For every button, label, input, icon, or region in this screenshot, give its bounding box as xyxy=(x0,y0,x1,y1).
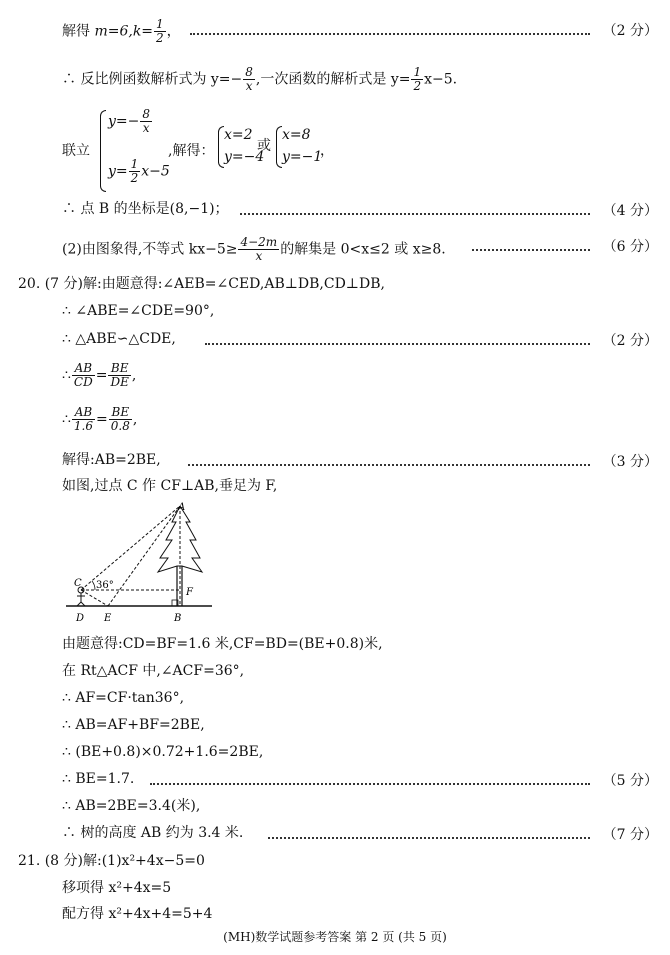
dot-leader xyxy=(472,249,590,251)
label-F: F xyxy=(186,587,193,598)
text: , xyxy=(131,367,137,384)
score-label: （5 分） xyxy=(602,773,658,789)
label-angle: 36° xyxy=(96,580,114,591)
denominator: 1.6 xyxy=(73,419,94,433)
q20-line-3: ∴ △ABE∽△CDE, xyxy=(62,331,176,347)
denominator: x xyxy=(255,249,263,263)
dot-leader xyxy=(188,464,590,466)
q21-head: 21. (8 分)解:(1)x²+4x−5=0 xyxy=(18,853,205,869)
numerator: 8 xyxy=(142,107,151,121)
q21-line-3: 配方得 x²+4x+4=5+4 xyxy=(62,906,213,922)
numerator: BE xyxy=(108,362,130,376)
score-label: （4 分） xyxy=(602,203,658,219)
numerator: 1 xyxy=(156,17,164,31)
score-label: （2 分） xyxy=(602,23,658,39)
text: ,一次函数的解析式是 y= xyxy=(255,71,411,88)
text: ， xyxy=(320,143,334,159)
q20-line-10: ∴ AF=CF·tan36°, xyxy=(62,690,185,706)
denominator: 0.8 xyxy=(110,419,130,433)
label-A: A xyxy=(178,502,186,513)
text: ∴ xyxy=(62,411,71,428)
text: ∴ 反比例函数解析式为 y=− xyxy=(62,71,243,88)
text: 解得 xyxy=(62,23,95,40)
label-E: E xyxy=(104,613,112,624)
denominator: CD xyxy=(73,375,93,389)
q20-line-2: ∴ ∠ABE=∠CDE=90°, xyxy=(62,303,215,319)
q20-line-9: 在 Rt△ACF 中,∠ACF=36°, xyxy=(62,663,245,679)
text: y=− xyxy=(108,113,140,130)
system-eq-1 xyxy=(108,108,153,135)
q20-line-13: ∴ BE=1.7. xyxy=(62,771,135,787)
fraction xyxy=(238,236,279,263)
numerator: AB xyxy=(72,362,95,376)
text: 的解集是 0<x≤2 或 x≥8. xyxy=(280,241,446,258)
fraction xyxy=(411,66,423,93)
q20-line-5 xyxy=(62,406,137,433)
text: = xyxy=(95,367,108,384)
line-4: ∴ 点 B 的坐标是(8,−1)； xyxy=(62,201,229,217)
system-brace xyxy=(100,110,106,192)
text: ∴ xyxy=(62,367,71,384)
denominator: DE xyxy=(110,375,129,389)
numerator: 4−2m xyxy=(240,235,278,249)
dot-leader xyxy=(190,33,590,35)
solution-2-y: y=−1 xyxy=(282,149,323,165)
q20-line-6: 解得:AB=2BE, xyxy=(62,452,161,468)
angle-arc xyxy=(92,581,95,590)
q20-head: 20. (7 分)解:由题意得:∠AEB=∠CED,AB⊥DB,CD⊥DB, xyxy=(18,276,385,292)
label-B: B xyxy=(174,613,182,624)
q20-line-7: 如图,过点 C 作 CF⊥AB,垂足为 F, xyxy=(62,478,278,494)
line-EA xyxy=(108,506,180,606)
q21-line-2: 移项得 x²+4x=5 xyxy=(62,880,172,896)
score-label: （6 分） xyxy=(602,239,658,255)
fraction xyxy=(140,108,152,135)
denominator: x xyxy=(142,121,150,135)
fraction xyxy=(243,66,255,93)
line-5 xyxy=(62,236,446,263)
q20-line-4 xyxy=(62,362,136,389)
fraction xyxy=(109,406,132,433)
score-label: （3 分） xyxy=(602,454,658,470)
line-2 xyxy=(62,66,457,93)
label-C: C xyxy=(74,578,82,589)
denominator: x xyxy=(245,79,253,93)
numerator: 1 xyxy=(413,65,422,79)
score-label: （7 分） xyxy=(602,827,658,843)
text: ， xyxy=(166,23,181,40)
text: (2)由图象得,不等式 kx−5≥ xyxy=(62,241,238,258)
score-label: （2 分） xyxy=(602,333,658,349)
q20-line-12: ∴ (BE+0.8)×0.72+1.6=2BE, xyxy=(62,744,264,760)
text: = xyxy=(96,411,108,428)
solution-2-x: x=8 xyxy=(282,127,311,143)
denominator: 2 xyxy=(130,171,139,185)
dot-leader xyxy=(240,213,590,215)
tree-shadow-figure xyxy=(62,500,222,628)
label-D: D xyxy=(76,613,85,624)
numerator: BE xyxy=(109,406,132,420)
text: x−5 xyxy=(141,163,170,180)
denominator: 2 xyxy=(156,31,164,45)
solve-label: ,解得： xyxy=(168,143,215,159)
numerator: 8 xyxy=(245,65,253,79)
q20-line-15: ∴ 树的高度 AB 约为 3.4 米. xyxy=(62,825,244,841)
fraction xyxy=(72,362,95,389)
or-label: 或 xyxy=(257,138,271,154)
dot-leader xyxy=(150,783,590,785)
sight-line-CA xyxy=(81,506,180,590)
text: m=6,k= xyxy=(94,23,154,40)
fraction xyxy=(154,18,166,45)
solution-1-y: y=−4 xyxy=(224,149,265,165)
q20-line-11: ∴ AB=AF+BF=2BE, xyxy=(62,717,205,733)
fraction xyxy=(129,158,141,185)
fraction xyxy=(108,362,130,389)
text: x−5. xyxy=(424,71,458,88)
line-3-label: 联立 xyxy=(62,143,90,159)
denominator: 2 xyxy=(413,79,422,93)
q20-line-14: ∴ AB=2BE=3.4(米), xyxy=(62,798,201,814)
numerator: AB xyxy=(72,406,95,420)
line-1 xyxy=(62,18,181,45)
solution-1-x: x=2 xyxy=(224,127,253,143)
page-footer: (MH)数学试题参考答案 第 2 页 (共 5 页) xyxy=(223,930,447,944)
dot-leader xyxy=(205,343,590,345)
numerator: 1 xyxy=(130,157,139,171)
text: y= xyxy=(108,163,128,180)
dot-leader xyxy=(268,837,590,839)
text: , xyxy=(132,411,138,428)
q20-line-8: 由题意得:CD=BF=1.6 米,CF=BD=(BE+0.8)米, xyxy=(62,636,383,652)
line-CE xyxy=(81,590,108,606)
system-eq-2 xyxy=(108,158,170,185)
fraction xyxy=(72,406,95,433)
